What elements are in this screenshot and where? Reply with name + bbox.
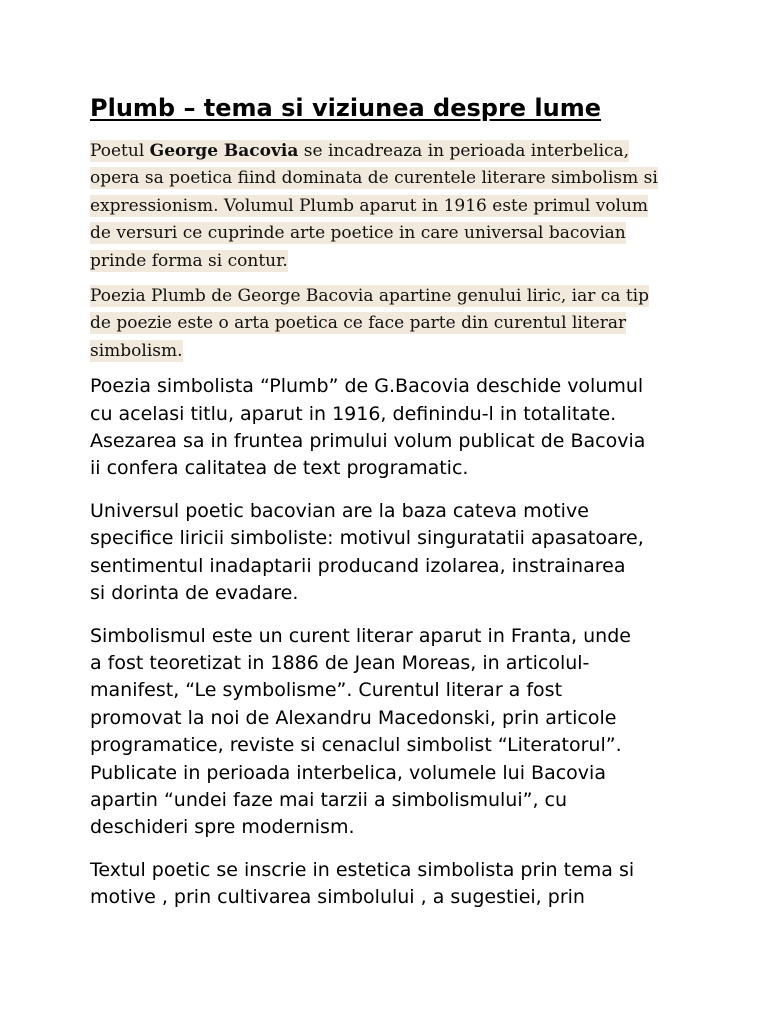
genre-line-3: simbolism. [90, 340, 183, 361]
author-name: George Bacovia [149, 141, 299, 161]
document-page [90, 88, 690, 927]
aesthetics-line-2: motive , prin cultivarea simbolului , a sugestiei, prin [90, 886, 585, 909]
symbolism-line-8: deschideri spre modernism. [90, 816, 355, 839]
intro-line-3: expressionism. Volumul Plumb aparut in 1916 este primul volum [90, 195, 649, 216]
motives-paragraph [90, 498, 690, 608]
volume-line-4: ii confera calitatea de text programatic. [90, 457, 469, 480]
motives-line-4: si dorinta de evadare. [90, 582, 299, 605]
genre-line-2: de poezie este o arta poetica ce face parte din curentul literar [90, 313, 627, 334]
intro-line-2: opera sa poetica fiind dominata de curentele literare simbolism si [90, 168, 658, 189]
intro-line-5: prinde forma si contur. [90, 250, 288, 271]
aesthetics-paragraph [90, 857, 690, 912]
volume-line-2: cu acelasi titlu, aparut in 1916, definindu-l in totalitate. [90, 402, 617, 425]
symbolism-line-7: apartin “undei faze mai tarzii a simbolismului”, cu [90, 788, 568, 811]
motives-line-2: specifice liricii simboliste: motivul singuratatii apasatoare, [90, 527, 644, 550]
intro-before: Poetul [90, 141, 150, 161]
symbolism-line-2: a fost teoretizat in 1886 de Jean Moreas, in articolul- [90, 651, 590, 674]
volume-line-3: Asezarea sa in fruntea primului volum publicat de Bacovia [90, 430, 646, 453]
symbolism-line-5: programatice, reviste si cenaclul simbolist “Literatorul”. [90, 734, 622, 757]
motives-line-3: sentimentul inadaptarii producand izolarea, instrainarea [90, 554, 626, 577]
intro-line-4: de versuri ce cuprinde arte poetice in care universal bacovian [90, 223, 626, 244]
volume-paragraph [90, 373, 690, 483]
symbolism-line-3: manifest, “Le symbolisme”. Curentul literar a fost [90, 679, 563, 702]
volume-line-1: Poezia simbolista “Plumb” de G.Bacovia deschide volumul [90, 375, 644, 398]
symbolism-paragraph [90, 623, 690, 842]
symbolism-line-1: Simbolismul este un curent literar aparut in Franta, unde [90, 624, 631, 647]
intro-after: se incadreaza in perioada interbelica, [298, 141, 630, 161]
genre-paragraph [90, 283, 690, 365]
genre-line-1: Poezia Plumb de George Bacovia apartine genului liric, iar ca tip [90, 286, 649, 307]
intro-paragraph [90, 138, 690, 275]
document-title: Plumb – tema si viziunea despre lume [90, 94, 602, 122]
motives-line-1: Universul poetic bacovian are la baza cateva motive [90, 499, 589, 522]
aesthetics-line-1: Textul poetic se inscrie in estetica simbolista prin tema si [90, 858, 635, 881]
symbolism-line-4: promovat la noi de Alexandru Macedonski, prin articole [90, 706, 617, 729]
symbolism-line-6: Publicate in perioada interbelica, volumele lui Bacovia [90, 761, 606, 784]
intro-line-1 [90, 138, 690, 165]
